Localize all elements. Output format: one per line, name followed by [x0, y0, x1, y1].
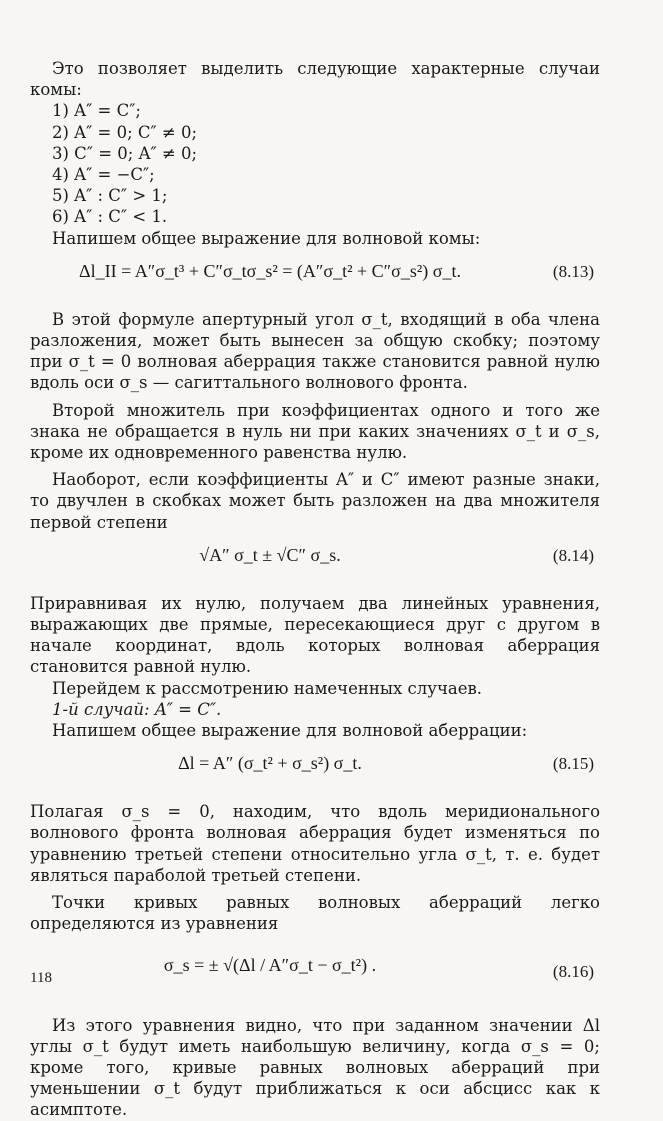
formula-number: (8.16) [552, 961, 594, 981]
paragraph: Перейдем к рассмотрению намеченных случаев. [52, 678, 483, 698]
page-body [30, 58, 600, 1121]
case-item-1: 1) A″ = C″; [52, 101, 141, 121]
paragraph: Наоборот, если коэффициенты A″ и C″ имеют разные знаки, то двучлен в скобках может быть разложен на два множителя первой степени [30, 470, 600, 532]
paragraph: Точки кривых равных волновых аберраций легко определяются из уравнения [30, 893, 600, 934]
formula-8-15 [30, 747, 600, 785]
formula-expression: √A″ σ_t ± √C″ σ_s. [199, 544, 341, 565]
paragraph: В этой формуле апертурный угол σ_t, входящий в оба члена разложения, может быть вынесен за общую скобку; поэтому при σ_t = 0 волновая аберрация также становится равной нулю вдоль оси σ_s — сагиттального волнового фронта. [30, 309, 600, 393]
case-item-3: 3) C″ = 0; A″ ≠ 0; [52, 143, 198, 163]
paragraph-general-coma: Напишем общее выражение для волновой комы: [52, 228, 481, 248]
case-heading [30, 699, 600, 720]
formula-8-14 [30, 539, 600, 577]
case-item-2: 2) A″ = 0; C″ ≠ 0; [52, 122, 198, 142]
case-item-4: 4) A″ = −C″; [52, 165, 155, 185]
intro-text: Это позволяет выделить следующие характерные случаи комы: [30, 59, 600, 100]
case-expression: A″ = C″. [154, 699, 222, 719]
paragraph: Приравнивая их нулю, получаем два линейных уравнения, выражающих две прямые, пересекающиеся друг с другом в начале координат, вдоль которых волновая аберрация становится равной нулю. [30, 593, 600, 677]
paragraph: Напишем общее выражение для волновой аберрации: [52, 721, 528, 741]
paragraph: Полагая σ_s = 0, находим, что вдоль меридионального волнового фронта волновая аберрация будет изменяться по уравнению третьей степени относительно угла σ_t, т. е. будет являться параболой третьей степени. [30, 802, 600, 885]
paragraph: Из этого уравнения видно, что при заданном значении Δl углы σ_t будут иметь наибольшую величину, когда σ_s = 0; кроме того, кривые равных волновых аберраций при уменьшении σ_t будут приближаться к оси абсцисс как к асимптоте. [30, 1015, 600, 1120]
formula-number: (8.15) [552, 754, 594, 774]
formula-number: (8.13) [552, 261, 594, 281]
formula-expression: Δl_II = A″σ_t³ + C″σ_tσ_s² = (A″σ_t² + C″σ_s²) σ_t. [79, 260, 461, 281]
case-label: 1-й случай: [52, 699, 150, 719]
case-item-5: 5) A″ : C″ > 1; [52, 186, 168, 206]
formula-expression: σ_s = ± √(Δl / A″σ_t − σ_t²) . [163, 954, 377, 975]
formula-number: (8.14) [552, 545, 594, 565]
formula-expression: Δl = A″ (σ_t² + σ_s²) σ_t. [178, 753, 362, 774]
formula-8-13 [30, 255, 600, 293]
page-number: 118 [30, 970, 52, 986]
case-item-6: 6) A″ : C″ < 1. [52, 207, 168, 227]
formula-8-16 [30, 941, 600, 999]
paragraph: Второй множитель при коэффициентах одного и того же знака не обращается в нуль ни при каких значениях σ_t и σ_s, кроме их одновременного равенства нулю. [30, 400, 600, 463]
